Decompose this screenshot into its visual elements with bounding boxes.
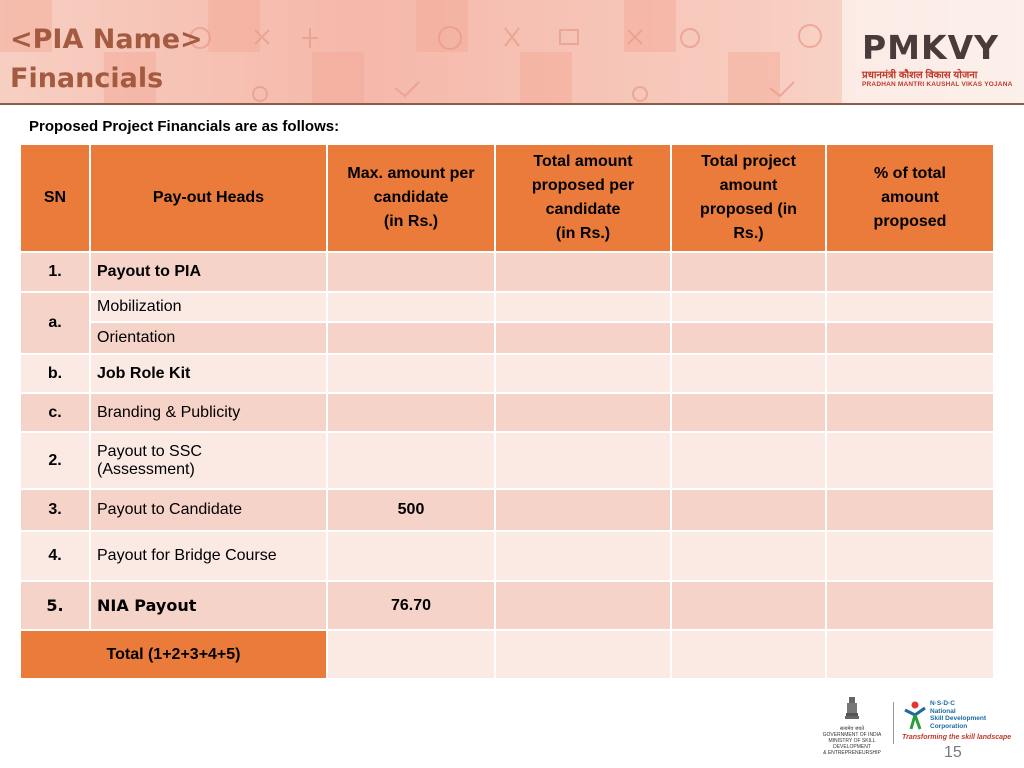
- header-proj-line1: Total project: [701, 153, 796, 170]
- cell-max: 500: [328, 490, 494, 530]
- cell-head: Payout to Candidate: [91, 490, 326, 530]
- cell-max: [328, 532, 494, 580]
- cell-max: [328, 253, 494, 291]
- cell-project: [672, 532, 825, 580]
- footer-divider: [893, 702, 894, 744]
- cell-sn: c.: [21, 394, 89, 431]
- cell-head-line2: (Assessment): [97, 460, 195, 478]
- nsdc-person-icon: [902, 700, 928, 732]
- cell-max: 76.70: [328, 582, 494, 629]
- cell-max: [328, 433, 494, 488]
- header-percent-total: [827, 145, 993, 251]
- table-row-payout-pia: [21, 253, 993, 291]
- table-row-mobilization: [21, 293, 993, 321]
- table-header-row: [21, 145, 993, 251]
- cell-project: [672, 394, 825, 431]
- header-proj-line3: proposed (in: [700, 201, 797, 218]
- header-sn: [21, 145, 89, 251]
- cell-project: [672, 490, 825, 530]
- nsdc-line3: Skill Development: [930, 715, 986, 722]
- cell-total-per: [496, 582, 670, 629]
- cell-head: Branding & Publicity: [91, 394, 326, 431]
- page-title: [10, 20, 203, 98]
- cell-head: Job Role Kit: [91, 355, 326, 392]
- nsdc-text: [930, 700, 986, 730]
- cell-sn: 5.: [21, 582, 89, 629]
- pmkvy-subtitle: PRADHAN MANTRI KAUSHAL VIKAS YOJANA: [862, 81, 1013, 88]
- table-row-ssc: [21, 433, 993, 488]
- cell-project: [672, 293, 825, 321]
- cell-project: [672, 582, 825, 629]
- cell-percent: [827, 355, 993, 392]
- title-financials: Financials: [10, 63, 164, 94]
- header-pct-line1: % of total: [874, 165, 946, 182]
- header-tot-line3: candidate: [545, 201, 621, 218]
- table-row-total: [21, 631, 993, 678]
- header-max-line1: Max. amount per: [347, 165, 475, 182]
- cell-max: [328, 394, 494, 431]
- cell-percent: [827, 490, 993, 530]
- intro-text: Proposed Project Financials are as follows:: [29, 118, 340, 135]
- cell-max: [328, 323, 494, 353]
- cell-percent: [827, 253, 993, 291]
- govt-line2: GOVERNMENT OF INDIA: [822, 732, 882, 738]
- cell-sn: a.: [21, 293, 89, 353]
- cell-total-per: [496, 490, 670, 530]
- cell-total-per: [496, 631, 670, 678]
- pmkvy-logo: [862, 30, 1013, 88]
- header-max-line3: (in Rs.): [383, 213, 439, 230]
- cell-head: Orientation: [91, 323, 326, 353]
- cell-project: [672, 253, 825, 291]
- cell-total-label: Total (1+2+3+4+5): [21, 631, 326, 678]
- cell-total-per: [496, 433, 670, 488]
- cell-percent: [827, 433, 993, 488]
- header-sn-text: SN: [43, 189, 67, 206]
- cell-percent: [827, 293, 993, 321]
- pmkvy-logo-text: PMKVY: [862, 28, 1000, 67]
- nsdc-logo: [902, 700, 1012, 745]
- cell-percent: [827, 394, 993, 431]
- cell-max: [328, 293, 494, 321]
- pmkvy-hindi-text: प्रधानमंत्री कौशल विकास योजना: [862, 70, 978, 81]
- cell-sn: 3.: [21, 490, 89, 530]
- page-number: 15: [944, 744, 962, 761]
- header-pct-line3: proposed: [873, 213, 947, 230]
- cell-percent: [827, 582, 993, 629]
- header-payout-heads: [91, 145, 326, 251]
- header-max-amount: [328, 145, 494, 251]
- govt-line1: सत्यमेव जयते: [839, 726, 865, 732]
- table-row-candidate: [21, 490, 993, 530]
- cell-head: Payout for Bridge Course: [91, 532, 326, 580]
- cell-total-per: [496, 355, 670, 392]
- header-proj-line2: amount: [719, 177, 778, 194]
- financials-table: [19, 143, 995, 680]
- cell-sn: b.: [21, 355, 89, 392]
- cell-total-per: [496, 532, 670, 580]
- header-tot-line2: proposed per: [531, 177, 635, 194]
- cell-max: [328, 631, 494, 678]
- header-max-line2: candidate: [373, 189, 449, 206]
- table-row-branding: [21, 394, 993, 431]
- govt-logo: [812, 695, 892, 756]
- cell-project: [672, 631, 825, 678]
- cell-sn: 4.: [21, 532, 89, 580]
- cell-total-per: [496, 293, 670, 321]
- nsdc-line4: Corporation: [930, 722, 968, 730]
- cell-sn: 2.: [21, 433, 89, 488]
- nsdc-tagline: Transforming the skill landscape: [902, 734, 1012, 741]
- cell-percent: [827, 532, 993, 580]
- govt-line3: MINISTRY OF SKILL DEVELOPMENT: [828, 738, 876, 750]
- table-row-nia-payout: [21, 582, 993, 629]
- nsdc-line1: N·S·D·C: [930, 700, 955, 707]
- cell-total-per: [496, 394, 670, 431]
- cell-max: [328, 355, 494, 392]
- banner-divider: [0, 103, 1024, 105]
- cell-percent: [827, 323, 993, 353]
- header-pct-line2: amount: [881, 189, 939, 206]
- table-row-job-role-kit: [21, 355, 993, 392]
- header-tot-line1: Total amount: [533, 153, 633, 170]
- cell-head: NIA Payout: [91, 582, 326, 629]
- table-row-bridge-course: [21, 532, 993, 580]
- cell-head: Mobilization: [91, 293, 326, 321]
- cell-total-per: [496, 323, 670, 353]
- header-total-project-amount: [672, 145, 825, 251]
- nsdc-line2: National: [930, 707, 956, 715]
- cell-percent: [827, 631, 993, 678]
- cell-total-per: [496, 253, 670, 291]
- cell-project: [672, 433, 825, 488]
- cell-project: [672, 355, 825, 392]
- cell-project: [672, 323, 825, 353]
- cell-head: Payout to PIA: [91, 253, 326, 291]
- title-pia-name: <PIA Name>: [10, 24, 203, 55]
- cell-sn: 1.: [21, 253, 89, 291]
- header-proj-line4: Rs.): [733, 225, 764, 242]
- govt-line4: & ENTREPRENEURSHIP: [823, 750, 881, 756]
- table-row-orientation: [21, 323, 993, 353]
- header-total-per-candidate: [496, 145, 670, 251]
- header-payout-heads-text: Pay-out Heads: [152, 189, 265, 206]
- cell-head-line1: Payout to SSC: [97, 442, 202, 460]
- cell-head: [91, 433, 326, 488]
- emblem-icon: [842, 695, 862, 721]
- header-tot-line4: (in Rs.): [555, 225, 611, 242]
